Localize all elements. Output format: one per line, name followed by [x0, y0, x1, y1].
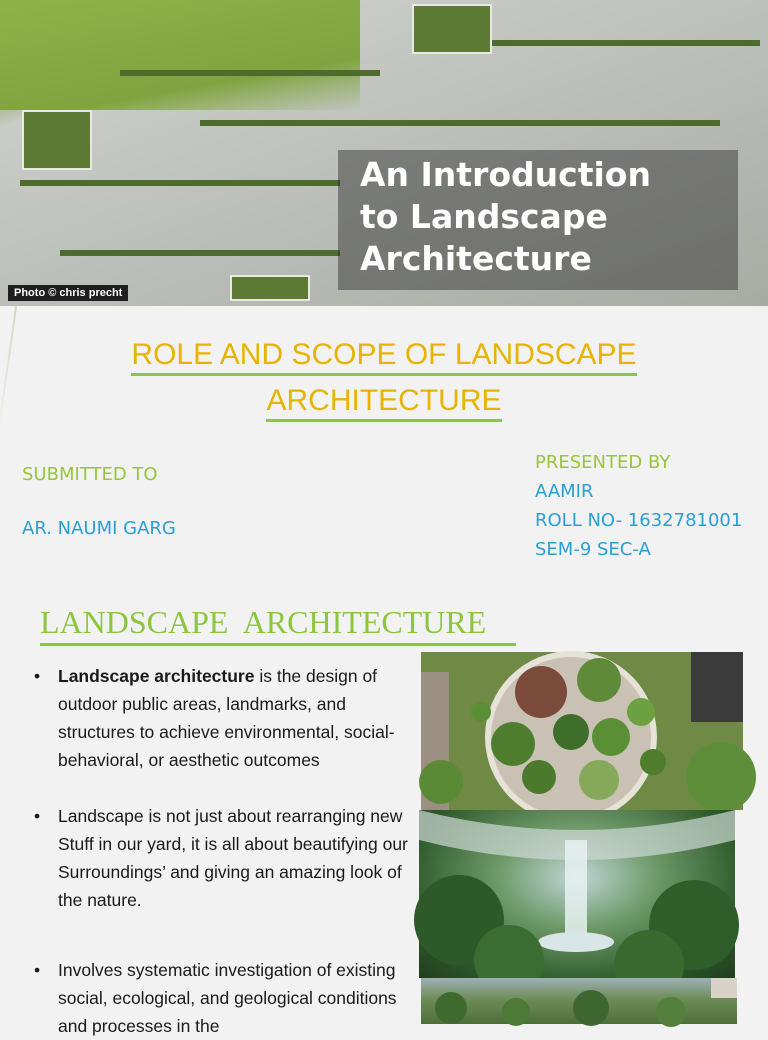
- bullet-bold-term: Landscape architecture: [58, 666, 255, 686]
- bullet-item: [34, 662, 419, 774]
- hero-planter: [22, 110, 92, 170]
- park-illustration: [421, 978, 737, 1024]
- presented-by-label: PRESENTED BY: [535, 452, 671, 473]
- presenter-name: AAMIR: [535, 481, 594, 502]
- submitted-to-name: AR. NAUMI GARG: [22, 518, 176, 539]
- park-photo: [421, 978, 737, 1024]
- hero-hedge: [120, 70, 380, 76]
- bullet-item: • Landscape is not just about rearranging new Stuff in our yard, it is all about beautifying our Surroundings’ and giving an amazing look of the nature.: [34, 802, 419, 914]
- section-heading: LANDSCAPE ARCHITECTURE: [40, 604, 487, 640]
- hero-hedge: [20, 180, 340, 186]
- heading-underline: [40, 643, 516, 646]
- slide-title-line: ARCHITECTURE: [266, 384, 501, 422]
- bullet-list: [34, 662, 419, 1040]
- hero-hedge: [200, 120, 720, 126]
- bullet-text: is the design of outdoor public areas, landmarks, and structures to achieve environmental, social-behavioral, or aesthetic outcomes: [58, 666, 395, 770]
- indoor-waterfall-photo: [419, 810, 735, 978]
- indoor-waterfall-illustration: [419, 810, 735, 978]
- slide-title: [60, 332, 708, 424]
- hero-title-line: to Landscape: [360, 197, 608, 236]
- presented-by-block: [535, 448, 742, 564]
- hero-title-line: An Introduction: [360, 155, 651, 194]
- hero-banner: [0, 0, 768, 306]
- hero-planter: [412, 4, 492, 54]
- slide-title-line: ROLE AND SCOPE OF LANDSCAPE: [131, 338, 636, 376]
- aerial-garden-illustration: [421, 652, 743, 810]
- hero-hedge: [60, 250, 340, 256]
- submitted-to-label: SUBMITTED TO: [22, 464, 158, 485]
- aerial-garden-photo: [421, 652, 743, 810]
- bullet-item: • Involves systematic investigation of existing social, ecological, and geological conditions and processes in the: [34, 956, 419, 1040]
- photo-credit: Photo © chris precht: [8, 285, 128, 301]
- hero-title: [360, 154, 740, 280]
- hero-lawn: [0, 0, 360, 110]
- decorative-line: [0, 306, 17, 436]
- roll-number: ROLL NO- 1632781001: [535, 510, 743, 531]
- semester-section: SEM-9 SEC-A: [535, 539, 651, 560]
- hero-planter: [230, 275, 310, 301]
- hero-title-line: Architecture: [360, 239, 592, 278]
